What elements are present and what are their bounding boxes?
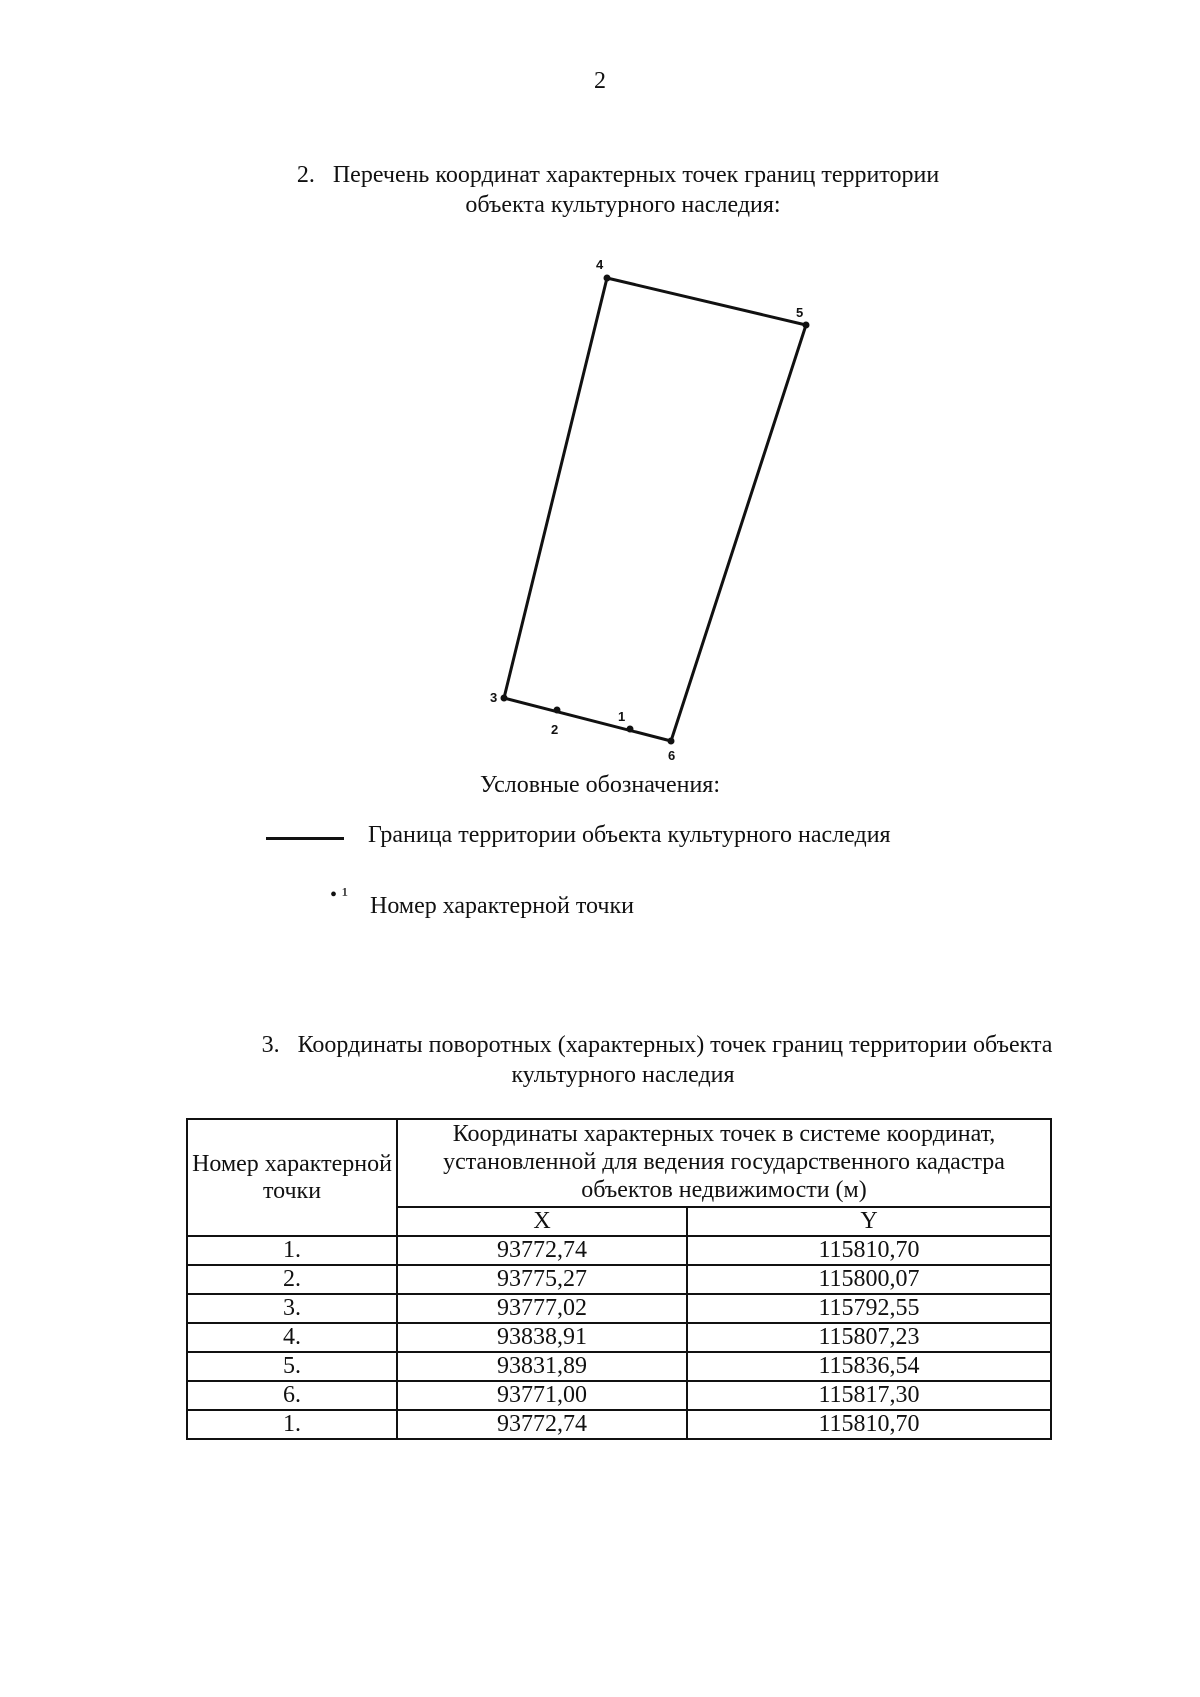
legend-title: Условные обозначения: xyxy=(479,772,721,798)
point-label-4: 4 xyxy=(596,257,604,272)
legend-boundary-text: Граница территории объекта культурного наследия xyxy=(368,822,891,848)
cell-point-number: 2. xyxy=(187,1265,397,1294)
legend-point-symbol: • ¹ xyxy=(330,884,348,906)
cell-point-number: 6. xyxy=(187,1381,397,1410)
cell-point-number: 5. xyxy=(187,1352,397,1381)
table-row xyxy=(187,1352,1051,1381)
point-label-2: 2 xyxy=(551,722,559,737)
point-marker-4 xyxy=(604,275,611,282)
legend-boundary-line xyxy=(266,837,344,840)
page-number: 2 xyxy=(594,68,606,94)
point-marker-5 xyxy=(803,322,810,329)
cell-x: 93771,00 xyxy=(397,1381,687,1410)
header-coordinates: Координаты характерных точек в системе координат, установленной для ведения государственного кадастра объектов недвижимости (м) xyxy=(397,1119,1051,1207)
point-marker-1 xyxy=(627,726,634,733)
cell-y: 115810,70 xyxy=(687,1410,1051,1439)
header-y: Y xyxy=(687,1207,1051,1236)
section-2-heading xyxy=(0,160,1200,220)
section-3-title-line2: культурного наследия xyxy=(511,1062,735,1088)
section-2-number: 2. xyxy=(296,162,315,188)
cell-point-number: 3. xyxy=(187,1294,397,1323)
cell-y: 115792,55 xyxy=(687,1294,1051,1323)
section-2-title-line1: Перечень координат характерных точек границ территории xyxy=(332,162,940,188)
cell-y: 115800,07 xyxy=(687,1265,1051,1294)
cell-x: 93831,89 xyxy=(397,1352,687,1381)
boundary-plan xyxy=(480,255,840,775)
point-label-3: 3 xyxy=(490,690,498,705)
section-3-heading xyxy=(0,1030,1200,1090)
cell-point-number: 1. xyxy=(187,1236,397,1265)
table-row xyxy=(187,1410,1051,1439)
point-label-1: 1 xyxy=(618,709,626,724)
cell-point-number: 4. xyxy=(187,1323,397,1352)
cell-point-number: 1. xyxy=(187,1410,397,1439)
header-x: X xyxy=(397,1207,687,1236)
table-row xyxy=(187,1381,1051,1410)
section-3-title-line1: Координаты поворотных (характерных) точек границ территории объекта xyxy=(297,1032,1053,1058)
legend-point-text: Номер характерной точки xyxy=(370,893,634,919)
cell-y: 115810,70 xyxy=(687,1236,1051,1265)
table-row xyxy=(187,1265,1051,1294)
cell-y: 115817,30 xyxy=(687,1381,1051,1410)
header-point-number: Номер характерной точки xyxy=(187,1119,397,1236)
section-3-number: 3. xyxy=(261,1032,280,1058)
point-marker-6 xyxy=(668,738,675,745)
cell-x: 93772,74 xyxy=(397,1410,687,1439)
point-label-6: 6 xyxy=(668,748,676,763)
section-2-title-line2: объекта культурного наследия: xyxy=(465,192,781,218)
cell-x: 93838,91 xyxy=(397,1323,687,1352)
point-marker-2 xyxy=(554,707,561,714)
point-label-5: 5 xyxy=(796,305,804,320)
table-row xyxy=(187,1294,1051,1323)
coordinates-table xyxy=(186,1118,1052,1440)
cell-y: 115807,23 xyxy=(687,1323,1051,1352)
table-row xyxy=(187,1323,1051,1352)
boundary-polygon xyxy=(504,278,806,741)
table-row xyxy=(187,1236,1051,1265)
cell-x: 93777,02 xyxy=(397,1294,687,1323)
cell-x: 93772,74 xyxy=(397,1236,687,1265)
cell-x: 93775,27 xyxy=(397,1265,687,1294)
cell-y: 115836,54 xyxy=(687,1352,1051,1381)
point-marker-3 xyxy=(501,695,508,702)
